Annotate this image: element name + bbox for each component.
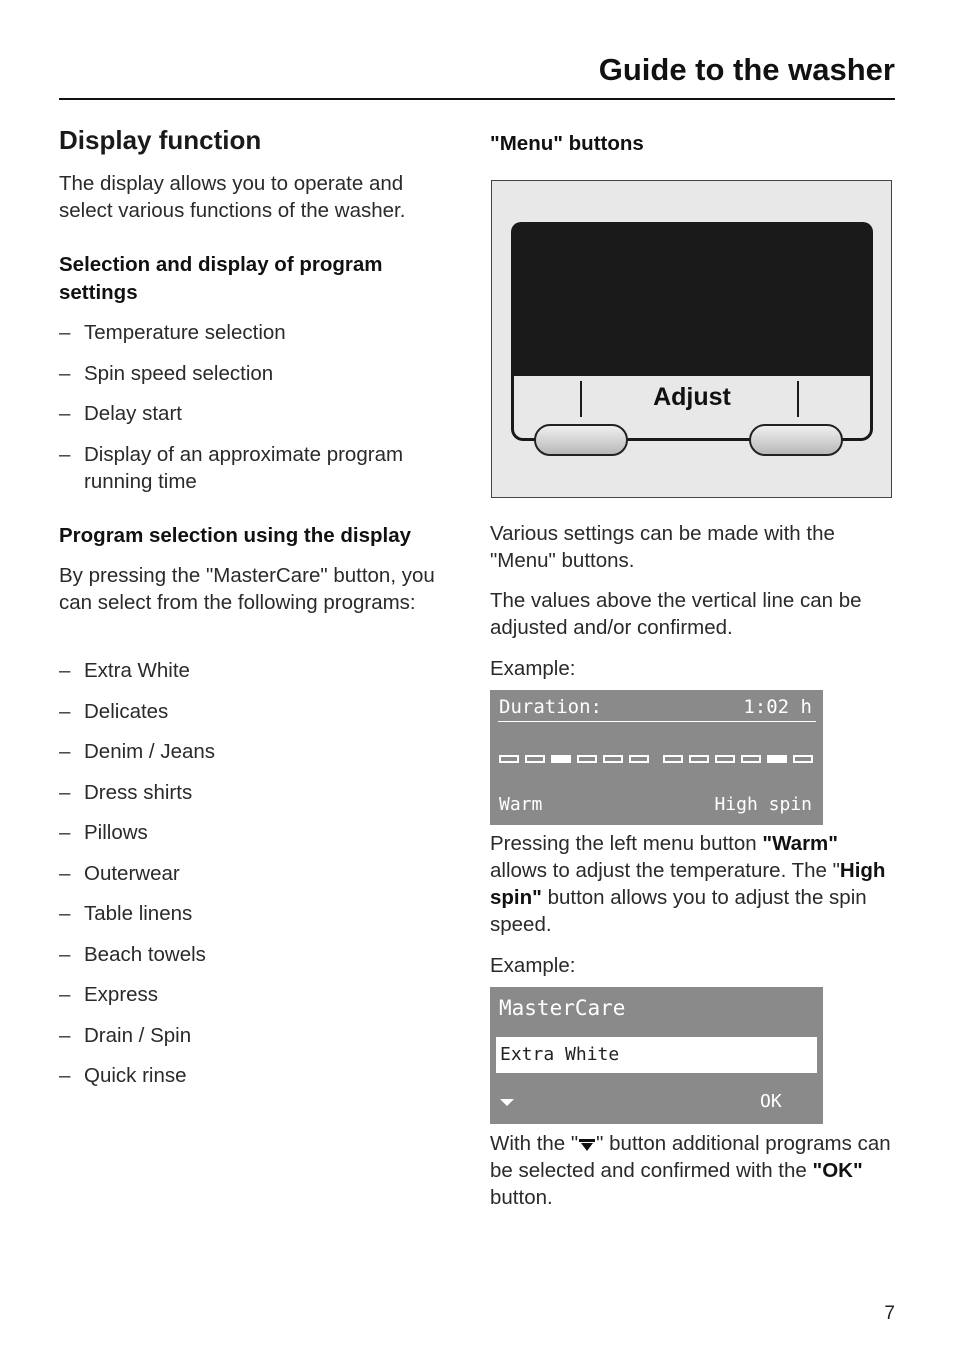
example-display-mastercare	[490, 987, 823, 1124]
level-segment	[551, 755, 571, 763]
level-segment	[577, 755, 597, 763]
list-item: – Drain / Spin	[59, 1022, 459, 1049]
ok-label: OK	[760, 1091, 782, 1112]
high-spin-label: High spin	[714, 794, 812, 815]
example-label-2: Example:	[490, 954, 576, 977]
section-title: Display function	[59, 125, 262, 155]
settings-heading: Selection and display of program settings	[59, 253, 383, 304]
level-segment	[741, 755, 761, 763]
example-label: Example:	[490, 657, 576, 680]
menu-paragraph-1: Various settings can be made with the "Menu" buttons.	[490, 522, 835, 572]
program-intro: By pressing the "MasterCare" button, you can select from the following programs:	[59, 564, 435, 614]
list-item: – Display of an approximate program running time	[59, 441, 459, 495]
spin-level-bar	[663, 754, 813, 764]
program-list	[59, 657, 459, 1103]
list-item: – Pillows	[59, 819, 459, 846]
warm-label: Warm	[499, 794, 543, 815]
list-item: – Temperature selection	[59, 319, 459, 346]
header-rule	[59, 98, 895, 100]
list-item: – Express	[59, 981, 459, 1008]
level-segment	[793, 755, 813, 763]
list-item: – Outerwear	[59, 860, 459, 887]
duration-label: Duration:	[499, 696, 602, 718]
level-segment	[603, 755, 623, 763]
example-display-duration	[490, 690, 823, 825]
level-segment	[767, 755, 787, 763]
duration-value: 1:02 h	[743, 696, 812, 718]
mastercare-title: MasterCare	[499, 996, 626, 1020]
list-item: – Beach towels	[59, 941, 459, 968]
list-item: – Delay start	[59, 400, 459, 427]
list-item: – Table linens	[59, 900, 459, 927]
selected-program-row	[496, 1037, 817, 1073]
level-segment	[499, 755, 519, 763]
level-segment	[663, 755, 683, 763]
level-segment	[525, 755, 545, 763]
temperature-level-bar	[499, 754, 649, 764]
level-segment	[715, 755, 735, 763]
down-arrow-icon	[500, 1099, 514, 1106]
down-button-paragraph: With the " " button additional programs can be selected and confirmed with the "OK" button.	[490, 1132, 891, 1209]
right-menu-button[interactable]	[749, 424, 843, 456]
list-item: – Dress shirts	[59, 779, 459, 806]
level-segment	[629, 755, 649, 763]
display-screen	[511, 222, 873, 382]
page-number: 7	[884, 1303, 895, 1324]
list-item: – Quick rinse	[59, 1062, 459, 1089]
list-item: – Denim / Jeans	[59, 738, 459, 765]
selected-program: Extra White	[500, 1044, 620, 1065]
list-item: – Extra White	[59, 657, 459, 684]
menu-paragraph-2: The values above the vertical line can be adjusted and/or confirmed.	[490, 589, 862, 639]
down-arrow-icon	[578, 1138, 596, 1152]
settings-list	[59, 319, 459, 508]
menu-buttons-heading: "Menu" buttons	[490, 132, 644, 155]
program-selection-heading: Program selection using the display	[59, 524, 412, 547]
list-item: – Spin speed selection	[59, 360, 459, 387]
left-menu-button[interactable]	[534, 424, 628, 456]
warm-spin-paragraph: Pressing the left menu button "Warm" allows to adjust the temperature. The "High spin" button allows you to adjust the spin speed.	[490, 832, 886, 936]
level-segment	[689, 755, 709, 763]
list-item: – Delicates	[59, 698, 459, 725]
display-underline	[498, 721, 816, 722]
page-header-title: Guide to the washer	[598, 52, 895, 87]
adjust-label: Adjust	[653, 383, 731, 411]
intro-paragraph: The display allows you to operate and select various functions of the washer.	[59, 172, 406, 222]
